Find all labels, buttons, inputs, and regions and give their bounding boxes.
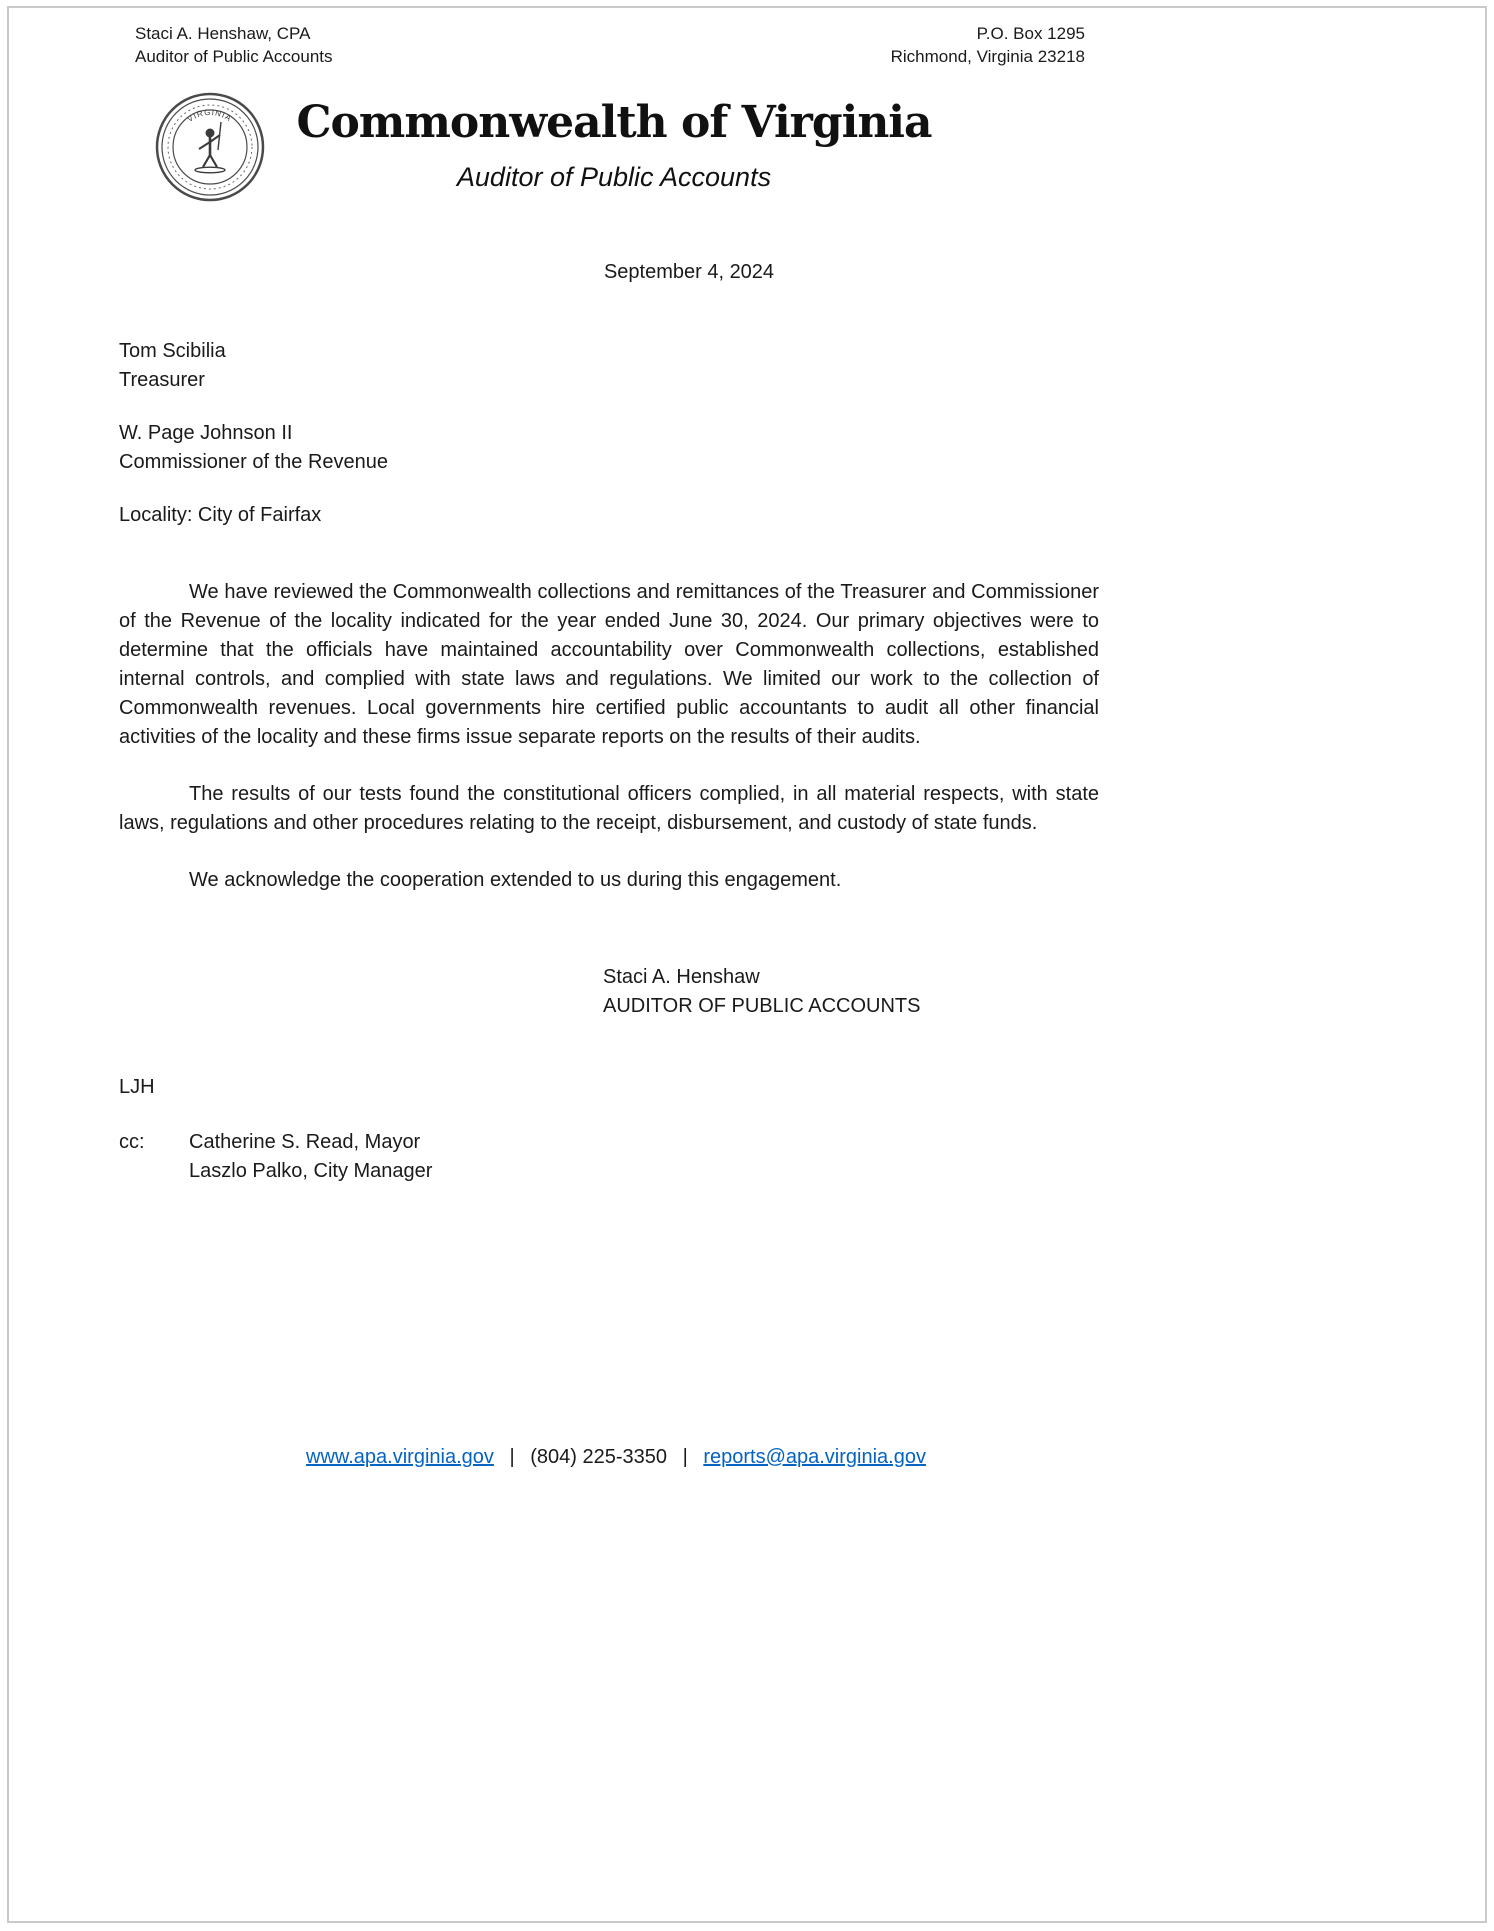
address-line-1: P.O. Box 1295 <box>976 24 1085 43</box>
org-subtitle: Auditor of Public Accounts <box>456 162 772 193</box>
signature-name: Staci A. Henshaw <box>603 966 760 988</box>
letter-footer <box>119 1446 1113 1469</box>
org-title: Commonwealth of Virginia <box>296 97 932 148</box>
official-contact <box>135 22 333 69</box>
official-name: Staci A. Henshaw, CPA <box>135 24 311 43</box>
footer-separator: | <box>509 1446 515 1468</box>
letterhead-contact-row <box>9 22 1485 69</box>
cc-recipient: Laszlo Palko, City Manager <box>189 1160 433 1182</box>
recipient-name: W. Page Johnson II <box>119 422 293 444</box>
recipient-name: Tom Scibilia <box>119 340 226 362</box>
cc-label: cc: <box>119 1131 145 1153</box>
typist-initials: LJH <box>119 1076 155 1098</box>
body-paragraph-2: The results of our tests found the constitutional officers complied, in all material respects, with state laws, regulations and other procedures relating to the receipt, disbursement, and custody of state funds. <box>119 783 1099 834</box>
letterhead-titles <box>214 97 1014 193</box>
letter-date: September 4, 2024 <box>603 261 775 283</box>
svg-text:VIRGINIA: VIRGINIA <box>185 107 234 124</box>
recipient-block-commissioner <box>119 419 1099 477</box>
website-link[interactable]: www.apa.virginia.gov <box>306 1446 494 1468</box>
email-link[interactable]: reports@apa.virginia.gov <box>703 1446 926 1468</box>
signature-block <box>603 963 1099 1021</box>
recipient-title: Treasurer <box>119 369 205 391</box>
recipient-title: Commissioner of the Revenue <box>119 451 389 473</box>
footer-separator: | <box>682 1446 688 1468</box>
signature-title: AUDITOR OF PUBLIC ACCOUNTS <box>603 995 921 1017</box>
letter-body <box>9 258 1485 1186</box>
body-paragraph-1: We have reviewed the Commonwealth collections and remittances of the Treasurer and Commissioner of the Revenue of the locality indicated for the year ended June 30, 2024. Our primary objectives were to determine that the officials have maintained accountability over Commonwealth collections, established internal controls, and complied with state laws and regulations. We limited our work to the collection of Commonwealth revenues. Local governments hire certified public accountants to audit all other financial activities of the locality and these firms issue separate reports on the results of their audits. <box>119 581 1099 748</box>
body-paragraph-3: We acknowledge the cooperation extended to us during this engagement. <box>189 869 842 891</box>
office-address <box>891 22 1085 69</box>
recipient-block-treasurer <box>119 337 1099 395</box>
address-line-2: Richmond, Virginia 23218 <box>890 47 1085 67</box>
letterhead <box>9 22 1485 208</box>
phone-number: (804) 225-3350 <box>530 1446 667 1468</box>
official-title: Auditor of Public Accounts <box>135 47 333 67</box>
letter-page <box>7 6 1487 1923</box>
locality-line: Locality: City of Fairfax <box>119 504 322 526</box>
cc-recipient: Catherine S. Read, Mayor <box>189 1131 421 1153</box>
cc-section <box>119 1128 1099 1186</box>
cc-list <box>189 1128 432 1186</box>
